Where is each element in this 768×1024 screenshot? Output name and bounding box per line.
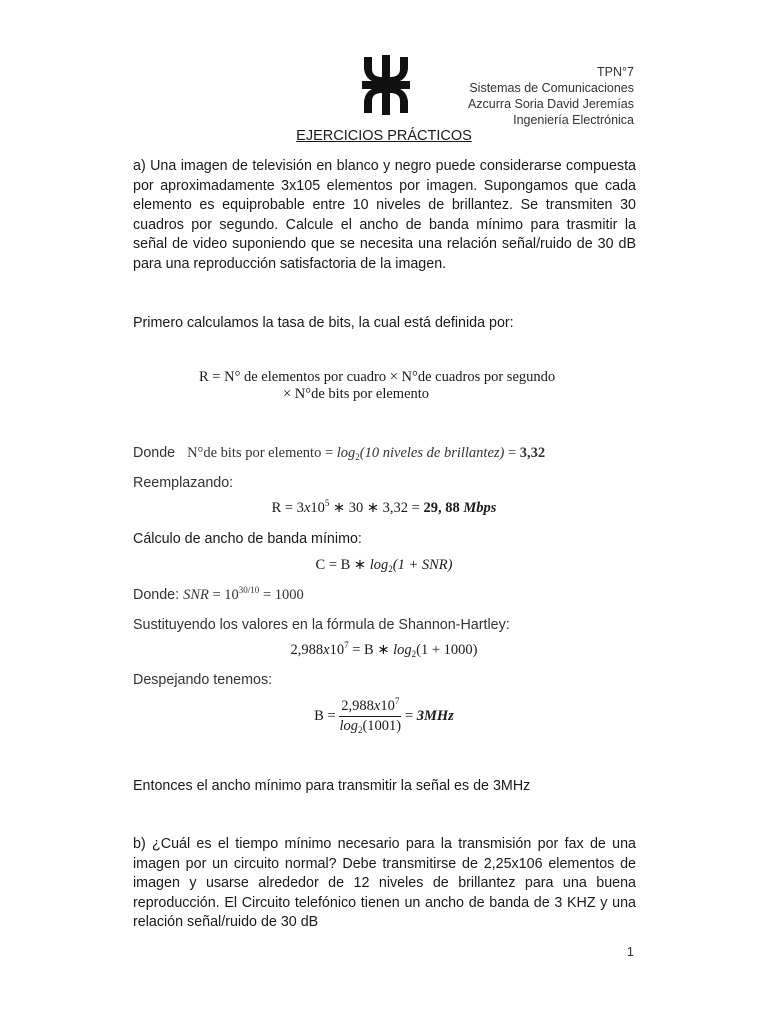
reemplazando-label: Reemplazando: xyxy=(133,475,234,491)
equation-bandwidth: B = $\frac{2,988x10^7}{\log_2(1001)}$ = 3MHz xyxy=(314,696,454,735)
equation-substituted: $2,988x10^7 = B$ ∗ $\log_2(1 + 1000)$ xyxy=(290,640,478,659)
equation-rate-line1: R = N° de elementos por cuadro × N°de cuadros por segundo xyxy=(199,369,556,385)
bits-per-element-line xyxy=(133,444,545,463)
header-subject: Sistemas de Comunicaciones xyxy=(469,81,634,95)
problem-a-text: a) Una imagen de televisión en blanco y negro puede considerarse compuesta por aproximadamente 3x105 elementos por imagen. Supongamos que cada elemento es equiprobable entre 10 niveles de brillantez. Se transmiten 30 cuadros por segundo. Calcule el ancho de banda mínimo para trasmitir la señal de video suponiendo que se necesita una relación señal/ruido de 30 dB para una reproducción satisfactoria de la imagen. xyxy=(133,158,636,272)
intro-rate: Primero calculamos la tasa de bits, la cual está definida por: xyxy=(133,315,514,331)
header-block xyxy=(468,64,634,128)
equation-rate-line2: × N°de bits por elemento xyxy=(283,386,430,402)
equation-r-result: $R = 3x10^5$ ∗ 30 ∗ 3,32 = 29, 88 Mbps xyxy=(271,498,497,516)
despejando-label: Despejando tenemos: xyxy=(133,672,273,688)
header-tpn: TPN°7 xyxy=(597,65,634,79)
sustituyendo-label: Sustituyendo los valores en la fórmula de Shannon-Hartley: xyxy=(133,617,510,633)
utn-logo-icon xyxy=(362,55,410,115)
header-career: Ingeniería Electrónica xyxy=(513,113,634,127)
bits-equation: N°de bits por elemento = $\log_2(10$ niveles de brillantez) = 3,32 xyxy=(187,445,546,462)
calc-bandwidth-label: Cálculo de ancho de banda mínimo: xyxy=(133,531,362,547)
donde-label: Donde xyxy=(133,445,176,461)
problem-b-text: b) ¿Cuál es el tiempo mínimo necesario para la transmisión por fax de una imagen por un circuito normal? Debe transmitirse de 2,25x106 elementos de imagen y usarse alrededor de 12 niveles de brillantez para una buena reproducción. El Circuito telefónico tienen un ancho de banda de 3 KHZ y una relación señal/ruido de 30 dB xyxy=(133,836,636,930)
snr-line: Donde: SNR = $10^{30/10} = 1000$ xyxy=(133,585,304,603)
equation-capacity: C = B ∗ $\log_2(1 + SNR)$ xyxy=(315,557,453,574)
header-author: Azcurra Soria David Jeremías xyxy=(467,97,634,111)
conclusion-text: Entonces el ancho mínimo para transmitir la señal es de 3MHz xyxy=(133,778,531,794)
page-number: 1 xyxy=(626,944,634,959)
page-title: EJERCICIOS PRÁCTICOS xyxy=(296,128,472,144)
